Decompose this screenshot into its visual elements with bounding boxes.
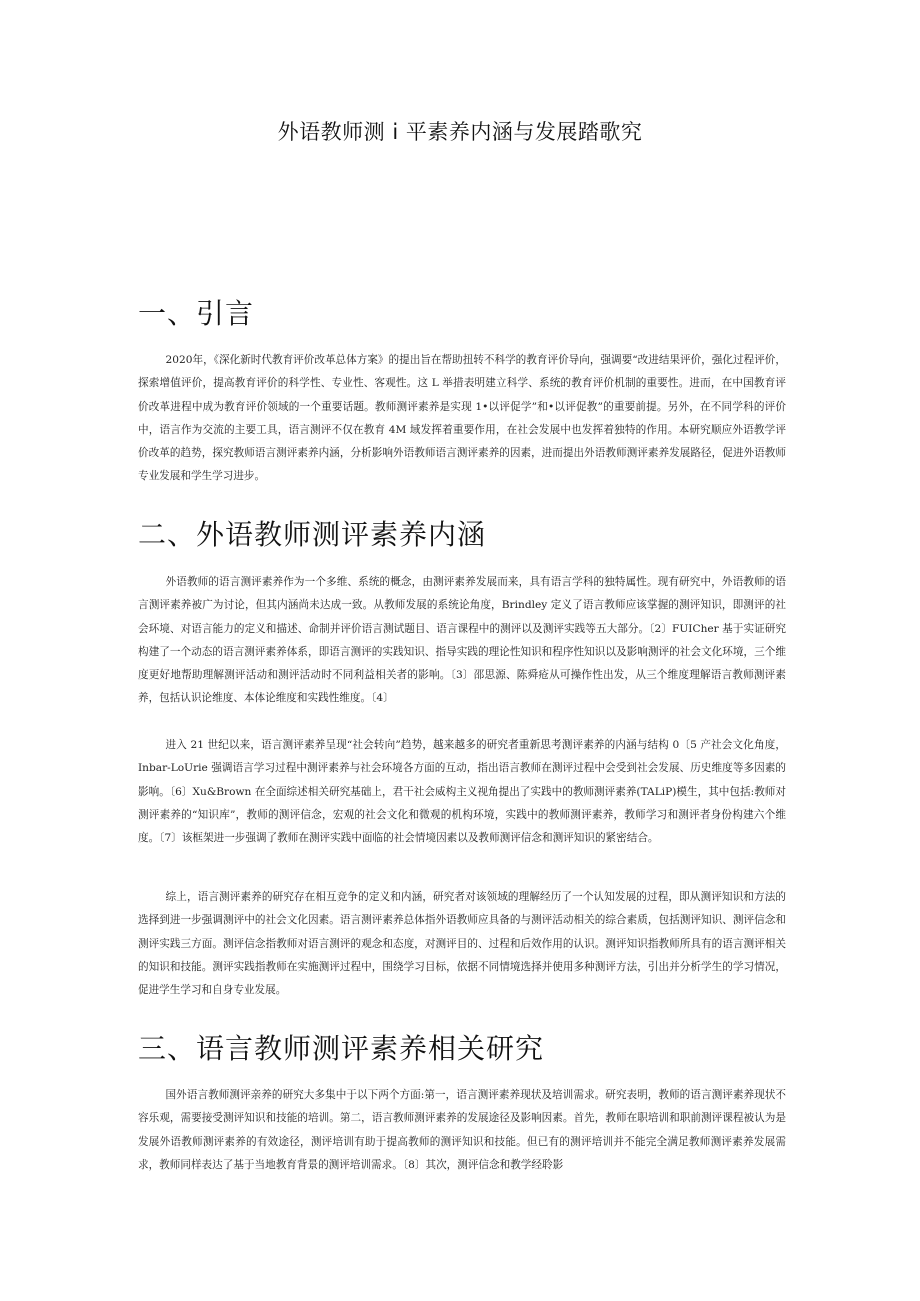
document-title: 外语教师测 i 平素养内涵与发展踏歌究 — [277, 120, 643, 144]
section-heading-related-research: 三、语言教师测评素养相关研究 — [138, 1032, 545, 1065]
section-heading-connotation: 二、外语教师测评素养内涵 — [138, 518, 487, 551]
paragraph: 2020年，《深化新时代教育评价改革总体方案》的提出旨在帮助扭转不科学的教育评价导向，强调要“改进结果评价，强化过程评价，探索增值评价，提高教育评价的科学性、专业性、客观性。这 L 举措表明建立科学、系统的教育评价机制的重要性。进而，在中国教育评价改革进程中成为教育评价领域的一个重要话题。教师测评素养是实现 1•以评促学”和•以评促教”的重要前提。另外，在不同学科的评价中，语言作为交流的主要工具，语言测评不仅在教育 4M 域发挥着重要作用，在社会发展中也发挥着独特的作用。本研究顺应外语教学评价改革的趋势，探究教师语言测评素养内涵，分析影响外语教师语言测评素养的因素，进而提出外语教师测评素养发展路径，促进外语教师专业发展和学生学习进步。 — [138, 354, 786, 483]
paragraph: 国外语言教师测评亲养的研究大多集中于以下两个方面:第一，语言测评素养现状及培训需求。研究表明，教师的语言测评素养现状不容乐观，需要接受测评知识和技能的培训。第二，语言教师测评素养的发展途径及影响因素。首先，教师在职培训和职前测评课程被认为是发展外语教师测评素养的有效途径，测评培训有助于提高教师的测评知识和技能。但已有的测评培训并不能完全满足教师测评素养发展需求，教师同样表达了基于当地教育背景的测评培训需求。〔8〕其次，测评信念和教学经聆影 — [138, 1089, 786, 1171]
paragraph: 综上，语言测评素养的研究存在相互竞争的定义和内涵，研究者对该领域的理解经历了一个认知发展的过程，即从测评知识和方法的选择到进一步强调测评中的社会文化因素。语言测评素养总体指外语教师应具备的与测评活动相关的综合素质，包括测评知识、测评信念和测评实践三方面。测评信念指教师对语言测评的观念和态度，对测评目的、过程和后效作用的认识。测评知识指教师所具有的语言测评相关的知识和技能。测评实践指教师在实施测评过程中，围绕学习目标，依据不同情境选择并使用多种测评方法，引出并分析学生的学习情况，促进学生学习和自身专业发展。 — [138, 891, 786, 997]
section-heading-introduction: 一、引言 — [138, 297, 255, 330]
paragraph: 进入 21 世纪以来，语言测评素养呈现“社会转向”趋势，越来越多的研究者重新思考测评素养的内涵与结构 0〔5 产社会文化角度，Inbar-LoUrie 强调语言学习过程中测评素养与社会环境各方面的互动，指出语言教师在测评过程中会受到社会发展、历史维度等多因素的影响。〔6〕Xu&Brown 在全面综述相关研究基础上，君干社会威构主义视角提出了实践中的教师测评素养(TALiP)模生，其中包括:教师对测评素养的“知识库”，教师的测评信念，宏观的社会文化和微观的机构环境，实践中的教师测评素养，教师学习和测评者身份构建六个维度。〔7〕该框架进一步强调了教师在测评实践中面临的社会情境因素以及教师测评信念和测评知识的紧密结合。 — [138, 739, 786, 845]
paragraph: 外语教师的语言测评素养作为一个多维、系统的概念，由测评素养发展而来，具有语言学科的独特属性。现有研究中，外语教师的语言测评素养被广为讨论，但其内涵尚未达成一致。从教师发展的系统论角度，Brindley 定义了语言教师应该掌握的测评知识，即测评的社会环境、对语言能力的定义和描述、命制并评价语言测试题目、语言课程中的测评以及测评实践等五大部分。〔2〕FUICher 基于实证研究构建了一个动态的语言测评素养体系，即语言测评的实践知识、指导实践的理论性知识和程序性知识以及影响测评的社会文化环境，三个维度更好地帮助理解测评活动和测评活动时不同利益相关者的影响。〔3〕邵思源、陈舜疮从可操作性出发，从三个维度理解语言教师测评素养，包括认识论维度、本体论维度和实践性维度。〔4〕 — [138, 576, 786, 705]
